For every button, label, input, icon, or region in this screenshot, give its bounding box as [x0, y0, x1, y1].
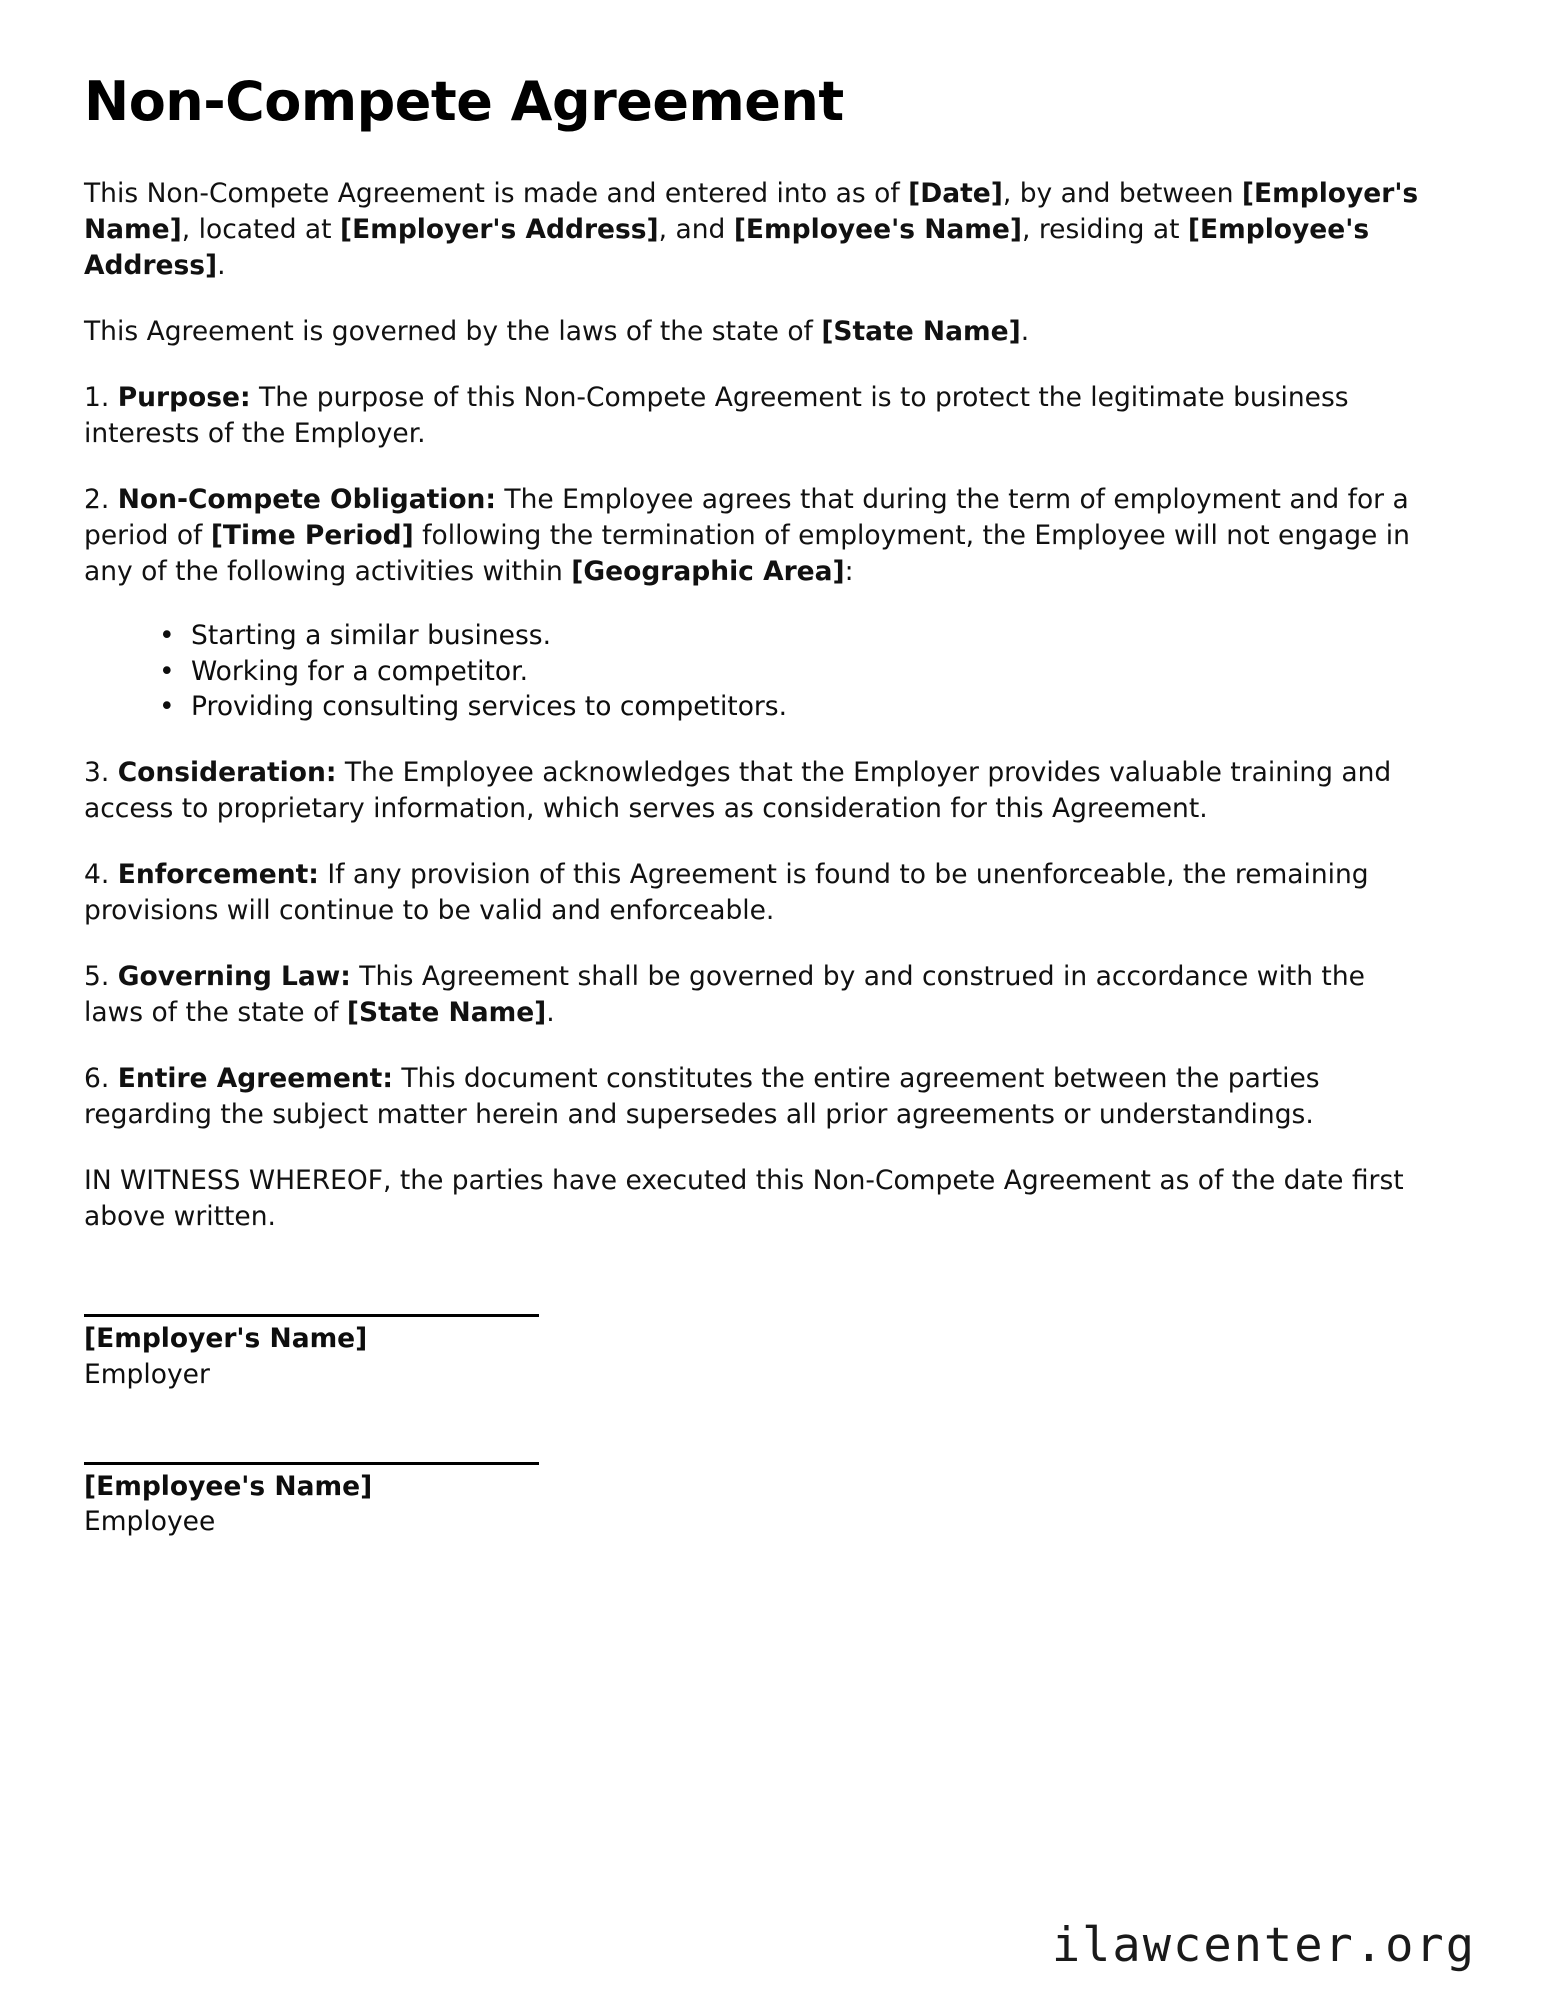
employee-signature-role: Employee: [84, 1506, 216, 1538]
section-3-consideration: [84, 755, 1424, 827]
witness-clause: IN WITNESS WHEREOF, the parties have executed this Non-Compete Agreement as of the date first above written.: [84, 1164, 1404, 1232]
state-name-placeholder-section-5: [State Name]: [346, 996, 547, 1028]
section-2-heading: Non-Compete Obligation:: [117, 483, 496, 515]
list-item: • Working for a competitor.: [159, 654, 1479, 690]
employer-signature-name: [Employer's Name]: [84, 1323, 368, 1355]
intro-text-5: , residing at: [1022, 214, 1188, 246]
section-4-heading: Enforcement:: [117, 859, 319, 891]
section-5-number: 5.: [84, 960, 110, 992]
section-2-number: 2.: [84, 483, 110, 515]
section-5-governing-law: [84, 959, 1424, 1031]
section-2-body-part-2: following the termination of employment, the Employee will not engage in any of the following activities within: [84, 519, 1410, 587]
employee-signature-line: [84, 1462, 539, 1465]
governing-law-intro-paragraph: [84, 314, 1424, 350]
date-placeholder: [Date]: [908, 178, 1003, 210]
section-2-body-part-3: :: [844, 555, 854, 587]
intro-text-3: , located at: [181, 214, 340, 246]
section-3-heading: Consideration:: [117, 757, 337, 789]
employer-signature-block: [84, 1314, 1479, 1391]
section-2-body-part-1: The Employee agrees that during the term of employment and for a period of: [84, 483, 1409, 551]
section-1-body: The purpose of this Non-Compete Agreement is to protect the legitimate business interests of the Employer.: [84, 382, 1349, 449]
section-4-enforcement: [84, 857, 1424, 929]
section-5-body-part-2: .: [546, 996, 555, 1028]
employer-address-placeholder: [Employer's Address]: [340, 214, 659, 246]
employer-name-placeholder: [Employer's Name]: [84, 178, 1419, 246]
employee-signature-name: [Employee's Name]: [84, 1470, 373, 1502]
intro-text-1: This Non-Compete Agreement is made and entered into as of: [84, 178, 909, 210]
section-2-non-compete-obligation: [84, 482, 1424, 590]
employee-name-placeholder: [Employee's Name]: [733, 214, 1022, 246]
section-5-body-part-1: This Agreement shall be governed by and construed in accordance with the laws of the state of: [84, 960, 1365, 1028]
section-3-number: 3.: [84, 757, 110, 789]
intro-text-4: , and: [658, 214, 734, 246]
employer-signature-line: [84, 1314, 539, 1317]
section-3-body: The Employee acknowledges that the Employer provides valuable training and access to proprietary information, which serves as consideration for this Agreement.: [84, 757, 1392, 825]
section-1-purpose: [84, 380, 1424, 452]
section-1-heading: Purpose:: [117, 382, 251, 414]
section-6-number: 6.: [84, 1062, 110, 1094]
section-4-body: If any provision of this Agreement is found to be unenforceable, the remaining provisions will continue to be valid and enforceable.: [84, 859, 1369, 927]
section-6-body: This document constitutes the entire agreement between the parties regarding the subject matter herein and supersedes all prior agreements or understandings.: [84, 1062, 1320, 1130]
section-1-number: 1.: [84, 382, 110, 414]
intro-text-2: , by and between: [1002, 178, 1242, 210]
section-6-heading: Entire Agreement:: [117, 1062, 393, 1094]
intro-paragraph: [84, 176, 1424, 284]
section-5-heading: Governing Law:: [117, 960, 351, 992]
signature-spacer: [84, 1264, 1479, 1314]
governing-intro-prefix: This Agreement is governed by the laws of the state of: [84, 316, 822, 348]
site-watermark: ilawcenter.org: [1051, 1918, 1476, 1973]
employee-address-placeholder: [Employee's Address]: [84, 214, 1370, 282]
intro-text-6: .: [217, 250, 226, 282]
list-item: • Starting a similar business.: [159, 618, 1479, 654]
restricted-activities-list: [84, 618, 1479, 726]
page-title: Non-Compete Agreement: [84, 70, 844, 133]
list-item: • Providing consulting services to competitors.: [159, 689, 1479, 725]
employee-signature-block: [84, 1462, 1479, 1539]
section-6-entire-agreement: [84, 1061, 1424, 1133]
time-period-placeholder: [Time Period]: [210, 519, 414, 551]
geographic-area-placeholder: [Geographic Area]: [571, 555, 845, 587]
employer-signature-role: Employer: [84, 1358, 210, 1390]
section-4-number: 4.: [84, 859, 110, 891]
governing-intro-suffix: .: [1020, 316, 1030, 348]
state-name-placeholder-intro: [State Name]: [821, 316, 1021, 348]
